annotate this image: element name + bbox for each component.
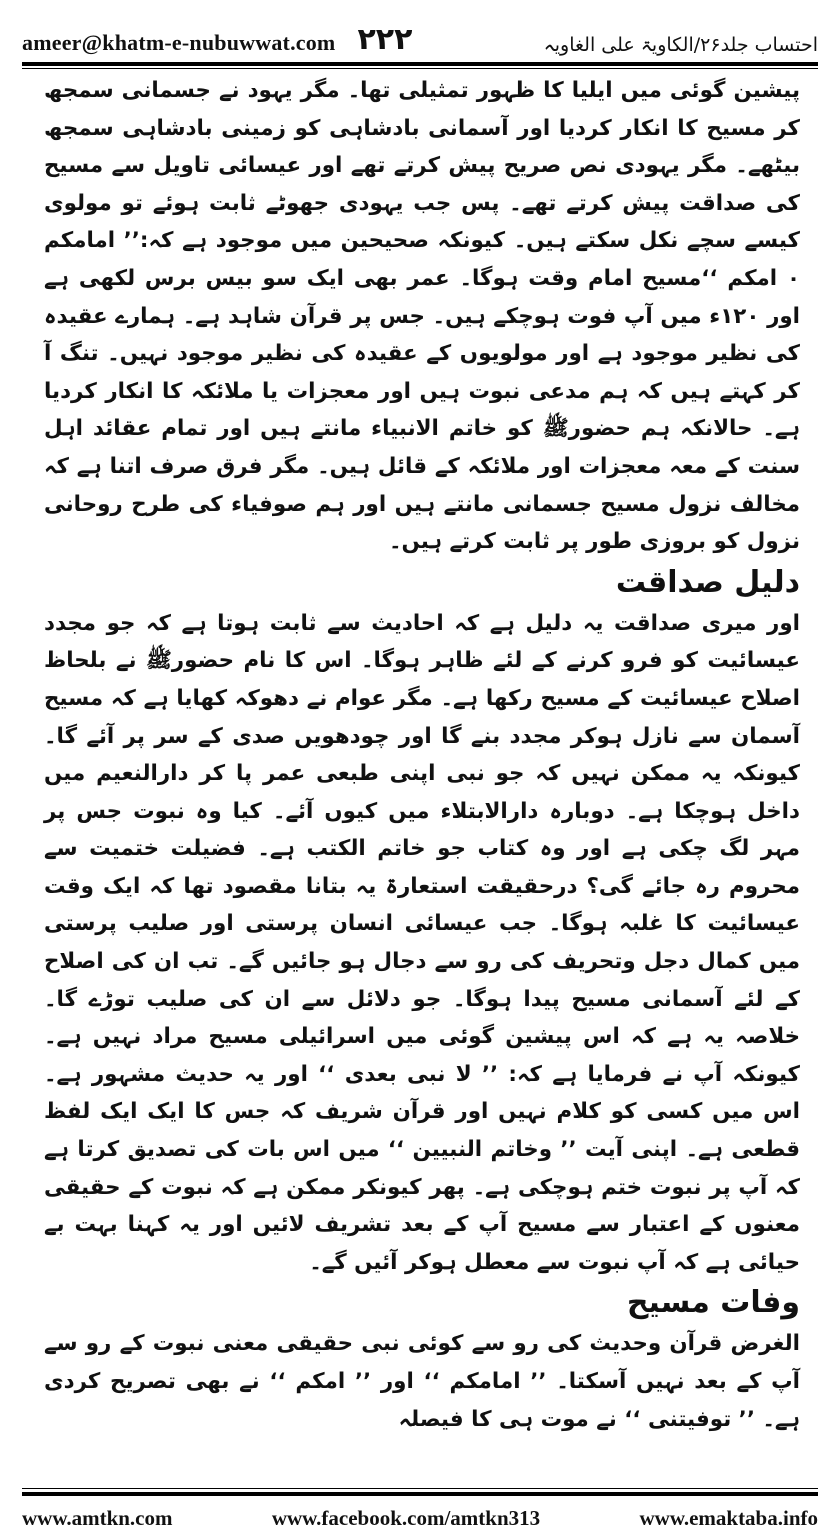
page-number: ۲۲۲ [357,22,413,57]
header-rule-thin [22,68,818,69]
header-email: ameer@khatm-e-nubuwwat.com [22,30,336,55]
section-heading-proof-of-truth: دلیل صداقت [615,564,800,600]
header-left-group [22,24,412,56]
footer-link-facebook[interactable]: www.facebook.com/amtkn313 [271,1505,541,1530]
paragraph-1: پیشین گوئی میں ایلیا کا ظہور تمثیلی تھا۔ مگر یہود نے جسمانی سمجھ کر مسیح کا انکار کردیا اور آسمانی بادشاہی کو زمینی بادشاہی سمجھ بیٹھے۔ مگر یہودی نص صریح پیش کرتے تھے اور عیسائی تاویل سے مسیح کی صداقت پیش کرتے تھے۔ پس جب یہودی جھوٹے ثابت ہوئے تو مولوی کیسے سچے نکل سکتے ہیں۔ کیونکہ صحیحین میں موجود ہے کہ:’’ امامکم ۰ امکم ‘‘مسیح امام وقت ہوگا۔ عمر بھی ایک سو بیس برس لکھی ہے اور ۱۲۰ء میں آپ فوت ہوچکے ہیں۔ جس پر قرآن شاہد ہے۔ ہمارے عقیدہ کی نظیر موجود ہے اور مولویوں کے عقیدہ کی نظیر موجود نہیں۔ تنگ آ کر کہتے ہیں کہ ہم مدعی نبوت ہیں اور معجزات یا ملائکہ کا انکار کردیا ہے۔ حالانکہ ہم حضورﷺ کو خاتم الانبیاء مانتے ہیں اور تمام عقائد اہل سنت کے معہ معجزات اور ملائکہ کے قائل ہیں۔ مگر فرق صرف اتنا ہے کہ مخالف نزول مسیح جسمانی مانتے ہیں اور ہم صوفیاء کی طرح روحانی نزول کو بروزی طور پر ثابت کرتے ہیں۔ [44,78,801,555]
footer-rule-thin [22,1488,818,1489]
section-heading-death-of-messiah: وفات مسیح [626,1285,800,1321]
paragraph-3: الغرض قرآن وحدیث کی رو سے کوئی نبی حقیقی معنی نبوت کے رو سے آپ کے بعد نہیں آسکتا۔ ’’ امامکم ‘‘ اور ’’ امکم ‘‘ نے بھی تصریح کردی ہے۔ ’’ توفیتنی ‘‘ نے موت ہی کا فیصلہ [44,1331,800,1432]
footer-rule-thick [22,1492,818,1496]
page-header [22,12,818,56]
paragraph-2: اور میری صداقت یہ دلیل ہے کہ احادیث سے ثابت ہوتا ہے کہ جو مجدد عیسائیت کو فرو کرنے کے لئے ظاہر ہوگا۔ اس کا نام حضورﷺ نے بلحاظ اصلاح عیسائیت کے مسیح رکھا ہے۔ مگر عوام نے دھوکہ کھایا ہے کہ مسیح آسمان سے نازل ہوکر مجدد بنے گا اور چودھویں صدی کے سر پر آئے گا۔ کیونکہ یہ ممکن نہیں کہ جو نبی اپنی طبعی عمر پا کر دارالنعیم میں داخل ہوچکا ہے۔ دوبارہ دارالابتلاء میں کیوں آئے۔ کیا وہ نبوت جس پر مہر لگ چکی ہے اور وہ کتاب جو خاتم الکتب ہے۔ فضیلت ختمیت سے محروم رہ جائے گی؟ درحقیقت استعارۃ یہ بتانا مقصود تھا کہ ایک وقت عیسائیت کا غلبہ ہوگا۔ جب عیسائی انسان پرستی اور صلیب پرستی میں کمال دجل وتحریف کی رو سے دجال ہو جائیں گے۔ تب ان کی اصلاح کے لئے آسمانی مسیح پیدا ہوگا۔ جو دلائل سے ان کی صلیب توڑے گا۔ خلاصہ یہ ہے کہ اس پیشین گوئی میں اسرائیلی مسیح مراد نہیں ہے۔ کیونکہ آپ نے فرمایا ہے کہ: ’’ لا نبی بعدی ‘‘ اور یہ حدیث مشہور ہے۔ اس میں کسی کو کلام نہیں اور قرآن شریف کہ جس کا ایک ایک لفظ قطعی ہے۔ اپنی آیت ’’ وخاتم النبیین ‘‘ میں اس بات کی تصدیق کرتا ہے کہ آپ پر نبوت ختم ہوچکی ہے۔ پھر کیونکر ممکن ہے کہ نبوت کے حقیقی معنوں کے اعتبار سے مسیح آپ کے بعد تشریف لائیں اور یہ کہنا بہت بے حیائی ہے کہ آپ نبوت سے معطل ہوکر آئیں گے۔ [44,610,800,1275]
page-footer [22,1500,818,1536]
header-rule-thick [22,62,818,66]
body-text [44,72,800,1438]
footer-link-amtkn[interactable]: www.amtkn.com [22,1505,173,1530]
footer-link-emaktaba[interactable]: www.emaktaba.info [639,1505,818,1530]
running-title: احتساب جلد۲۶/الکاویۃ علی الغاویہ [543,34,818,56]
